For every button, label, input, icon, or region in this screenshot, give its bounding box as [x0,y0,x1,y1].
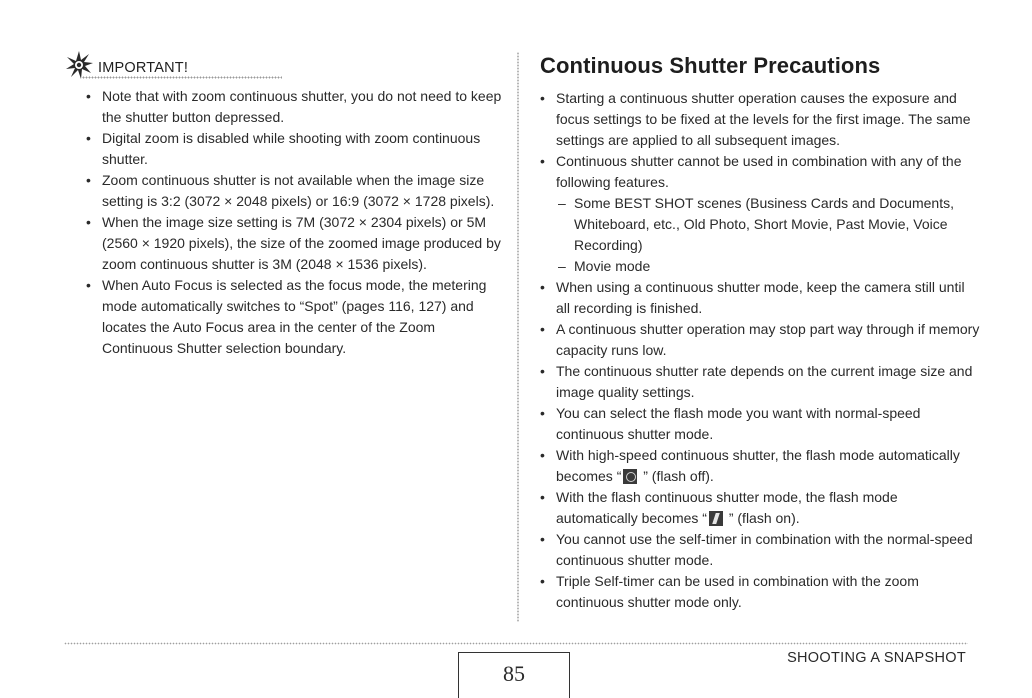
list-item: • A continuous shutter operation may stop part way through if memory capacity runs low. [540,321,980,358]
important-list [64,86,504,359]
footer-divider [64,642,968,645]
chapter-name: SHOOTING A SNAPSHOT [787,650,966,666]
sub-list-item: – Some BEST SHOT scenes (Business Cards and Documents, Whiteboard, etc., Old Photo, Short Movie, Past Movie, Voice Recording) [558,195,954,253]
list-item: • You cannot use the self-timer in combination with the normal-speed continuous shutter mode. [540,531,973,568]
precautions-list [540,88,980,613]
list-item: • Note that with zoom continuous shutter, you do not need to keep the shutter button depressed. [86,88,502,125]
list-item: • When using a continuous shutter mode, keep the camera still until all recording is finished. [540,279,965,316]
list-item: • You can select the flash mode you want with normal-speed continuous shutter mode. [540,405,921,442]
flash-on-icon [709,511,723,526]
column-divider [517,52,519,622]
list-item: • Triple Self-timer can be used in combination with the zoom continuous shutter mode only. [540,573,919,610]
important-title: IMPORTANT! [98,60,189,76]
list-item: • Continuous shutter cannot be used in combination with any of the following features. – Some BEST SHOT scenes (Business Cards and Documents, Whiteboard, etc., Old Photo, Short Movie, Past Movie, Voice Recording) – Movie mode [540,151,980,277]
list-item: • When the image size setting is 7M (3072 × 2304 pixels) or 5M (2560 × 1920 pixels), the size of the zoomed image produced by zoom continuous shutter is 3M (2048 × 1536 pixels). [86,214,501,272]
section-title: Continuous Shutter Precautions [540,53,881,78]
page-number: 85 [503,661,525,686]
important-section [64,50,504,359]
list-item: • With high-speed continuous shutter, the flash mode automatically becomes “ ” (flash off). [540,447,960,484]
list-item: • When Auto Focus is selected as the focus mode, the metering mode automatically switches to “Spot” (pages 116, 127) and locates the Auto Focus area in the center of the Zoom Continuous Shutter selection boundary. [86,277,487,356]
precautions-section [540,52,980,613]
page-number-box [458,652,570,698]
flash-off-icon [623,469,637,484]
list-item: • With the flash continuous shutter mode, the flash mode automatically becomes “ ” (flash on). [540,489,898,526]
important-underline [82,76,282,79]
list-item: • Starting a continuous shutter operation causes the exposure and focus settings to be fixed at the levels for the first image. The same settings are applied to all subsequent images. [540,90,971,148]
list-item: • The continuous shutter rate depends on the current image size and image quality settings. [540,363,973,400]
list-item: • Zoom continuous shutter is not available when the image size setting is 3:2 (3072 × 2048 pixels) or 16:9 (3072 × 1728 pixels). [86,172,495,209]
list-item: • Digital zoom is disabled while shooting with zoom continuous shutter. [86,130,481,167]
important-header [64,50,504,80]
feature-sublist [556,193,980,277]
sub-list-item: – Movie mode [558,258,651,274]
